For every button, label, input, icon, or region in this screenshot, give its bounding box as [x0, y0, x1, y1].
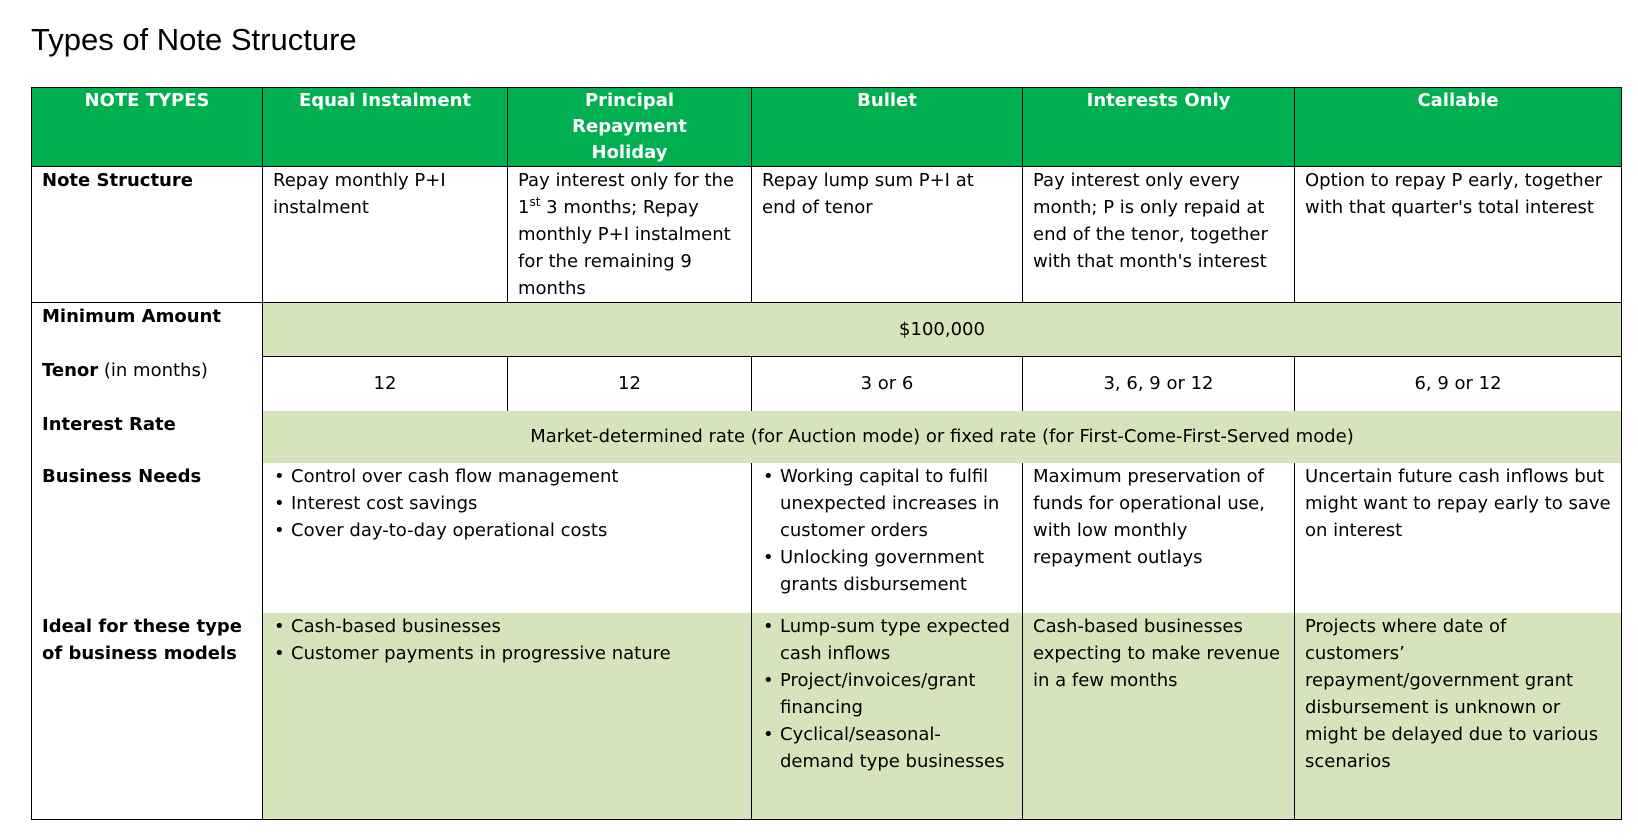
ideal-for-bullet-list [762, 613, 1012, 775]
business-needs-bullet-list [762, 463, 1012, 598]
row-label-interest-rate: Interest Rate [32, 411, 263, 463]
cell-note-structure-equal: Repay monthly P+I instalment [263, 167, 508, 303]
cell-note-structure-bullet: Repay lump sum P+I at end of tenor [752, 167, 1023, 303]
row-tenor [32, 357, 1622, 411]
cell-business-needs-bullet [752, 463, 1023, 613]
cell-ideal-for-bullet [752, 613, 1023, 820]
list-item: • Interest cost savings [273, 490, 741, 517]
cell-note-structure-prh: Pay interest only for the 1st 3 months; Repay monthly P+I instalment for the remaining 9 months [508, 167, 752, 303]
cell-ideal-for-shared [263, 613, 752, 820]
list-item: • Project/invoices/grant financing [762, 667, 1012, 721]
cell-tenor-callable: 6, 9 or 12 [1295, 357, 1622, 411]
list-item: • Cover day-to-day operational costs [273, 517, 741, 544]
cell-business-needs-shared [263, 463, 752, 613]
list-item: • Control over cash flow management [273, 463, 741, 490]
row-label-minimum-amount: Minimum Amount [32, 303, 263, 357]
list-item: • Working capital to fulfil unexpected increases in customer orders [762, 463, 1012, 544]
cell-minimum-amount: $100,000 [263, 303, 1622, 357]
row-label-business-needs: Business Needs [32, 463, 263, 613]
note-types-table [31, 87, 1622, 820]
cell-tenor-prh: 12 [508, 357, 752, 411]
list-item: • Cyclical/seasonal-demand type businesses [762, 721, 1012, 775]
cell-business-needs-interests-only: Maximum preservation of funds for operational use, with low monthly repayment outlays [1023, 463, 1295, 613]
row-minimum-amount [32, 303, 1622, 357]
header-interests-only: Interests Only [1023, 88, 1295, 167]
cell-ideal-for-interests-only: Cash-based businesses expecting to make revenue in a few months [1023, 613, 1295, 820]
row-label-ideal-for: Ideal for these type of business models [32, 613, 263, 820]
list-item: • Unlocking government grants disbursement [762, 544, 1012, 598]
row-note-structure [32, 167, 1622, 303]
row-label-tenor: Tenor (in months) [32, 357, 263, 411]
row-label-note-structure: Note Structure [32, 167, 263, 303]
cell-tenor-interests-only: 3, 6, 9 or 12 [1023, 357, 1295, 411]
ideal-for-shared-list [273, 613, 741, 667]
cell-note-structure-callable: Option to repay P early, together with that quarter's total interest [1295, 167, 1622, 303]
cell-tenor-equal: 12 [263, 357, 508, 411]
header-row [32, 88, 1622, 167]
cell-ideal-for-callable: Projects where date of customers’ repayment/government grant disbursement is unknown or might be delayed due to various scenarios [1295, 613, 1622, 820]
list-item: • Lump-sum type expected cash inflows [762, 613, 1012, 667]
row-interest-rate [32, 411, 1622, 463]
business-needs-shared-list [273, 463, 741, 544]
header-equal-instalment: Equal Instalment [263, 88, 508, 167]
cell-tenor-bullet: 3 or 6 [752, 357, 1023, 411]
header-bullet: Bullet [752, 88, 1023, 167]
cell-note-structure-interests-only: Pay interest only every month; P is only repaid at end of the tenor, together with that month's interest [1023, 167, 1295, 303]
row-business-needs [32, 463, 1622, 613]
header-callable: Callable [1295, 88, 1622, 167]
cell-business-needs-callable: Uncertain future cash inflows but might want to repay early to save on interest [1295, 463, 1622, 613]
row-ideal-for [32, 613, 1622, 820]
cell-interest-rate: Market-determined rate (for Auction mode) or fixed rate (for First-Come-First-Served mode) [263, 411, 1622, 463]
header-note-types: NOTE TYPES [32, 88, 263, 167]
list-item: • Cash-based businesses [273, 613, 741, 640]
list-item: • Customer payments in progressive nature [273, 640, 741, 667]
page-title: Types of Note Structure [31, 22, 357, 57]
header-principal-repayment-holiday: Principal Repayment Holiday [508, 88, 752, 167]
